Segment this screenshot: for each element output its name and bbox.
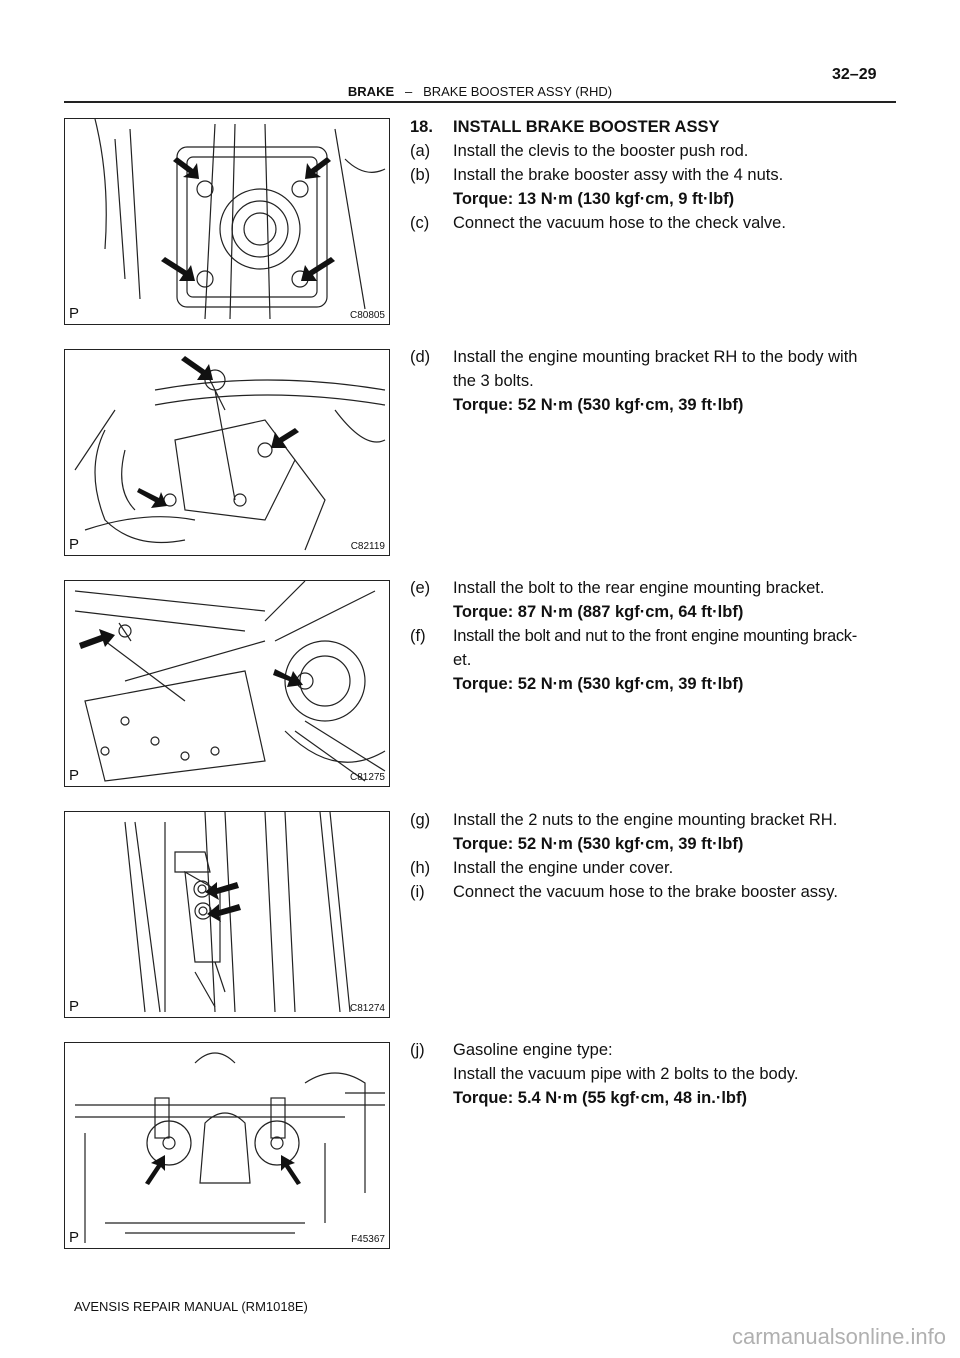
figure-code: C82119 — [350, 541, 385, 552]
step-text-cont: the 3 bolts. — [453, 372, 534, 390]
step-j-block — [410, 1038, 900, 1110]
step-label: (f) — [410, 627, 426, 645]
torque-spec: Torque: 52 N·m (530 kgf·cm, 39 ft·lbf) — [453, 675, 744, 693]
header-rule — [64, 101, 896, 103]
header-dash: – — [404, 84, 413, 99]
page-number: 32–29 — [832, 66, 877, 83]
step-label: (d) — [410, 348, 431, 366]
step-18-block — [410, 115, 900, 235]
figure-mounting-bracket — [64, 349, 390, 556]
step-label: (e) — [410, 579, 431, 597]
section-header — [0, 84, 960, 99]
step-text: Install the bolt to the rear engine mounting bracket. — [453, 579, 825, 597]
step-text: Connect the vacuum hose to the check valve. — [453, 214, 786, 232]
step-label: (g) — [410, 811, 431, 829]
step-text: Install the clevis to the booster push rod. — [453, 142, 749, 160]
figure-vacuum-pipe — [64, 1042, 390, 1249]
figure-booster-nuts — [64, 118, 390, 325]
figure-marker: P — [69, 305, 80, 322]
watermark-text[interactable]: carmanualsonline.info — [731, 1324, 946, 1349]
figure-code: C81274 — [349, 1003, 385, 1014]
figure-marker: P — [69, 767, 80, 784]
figure-bracket-nuts — [64, 811, 390, 1018]
manual-footer: AVENSIS REPAIR MANUAL (RM1018E) — [74, 1299, 308, 1314]
subsection-title: BRAKE BOOSTER ASSY (RHD) — [423, 84, 613, 99]
step-text: Install the engine under cover. — [453, 859, 674, 877]
step-text: Install the engine mounting bracket RH to the body with — [453, 348, 858, 366]
step-e-f-block — [410, 576, 900, 696]
figure-code: C81275 — [349, 772, 385, 783]
step-label: (b) — [410, 166, 431, 184]
figure-marker: P — [69, 998, 80, 1015]
figure-code: C80805 — [349, 310, 385, 321]
figure-engine-mount-bolts — [64, 580, 390, 787]
torque-spec: Torque: 52 N·m (530 kgf·cm, 39 ft·lbf) — [453, 835, 744, 853]
step-text-cont: et. — [453, 651, 472, 669]
step-text: Gasoline engine type: — [453, 1041, 613, 1059]
step-text-cont: Install the vacuum pipe with 2 bolts to the body. — [453, 1065, 799, 1083]
step-title: INSTALL BRAKE BOOSTER ASSY — [453, 118, 720, 136]
step-label: (j) — [410, 1041, 425, 1059]
figure-marker: P — [69, 536, 80, 553]
figure-marker: P — [69, 1229, 80, 1246]
step-g-i-block — [410, 808, 900, 904]
step-number: 18. — [410, 118, 433, 136]
torque-spec: Torque: 87 N·m (887 kgf·cm, 64 ft·lbf) — [453, 603, 744, 621]
torque-spec: Torque: 52 N·m (530 kgf·cm, 39 ft·lbf) — [453, 396, 744, 414]
step-text: Connect the vacuum hose to the brake booster assy. — [453, 883, 838, 901]
figure-code: F45367 — [351, 1234, 385, 1245]
step-text: Install the 2 nuts to the engine mounting bracket RH. — [453, 811, 838, 829]
step-label: (h) — [410, 859, 431, 877]
step-text: Install the bolt and nut to the front engine mounting brack- — [453, 627, 857, 645]
torque-spec: Torque: 13 N·m (130 kgf·cm, 9 ft·lbf) — [453, 190, 735, 208]
step-label: (i) — [410, 883, 425, 901]
step-text: Install the brake booster assy with the 4 nuts. — [453, 166, 784, 184]
section-title: BRAKE — [347, 84, 395, 99]
step-label: (c) — [410, 214, 430, 232]
step-label: (a) — [410, 142, 431, 160]
step-d-block — [410, 345, 900, 417]
torque-spec: Torque: 5.4 N·m (55 kgf·cm, 48 in.·lbf) — [453, 1089, 747, 1107]
